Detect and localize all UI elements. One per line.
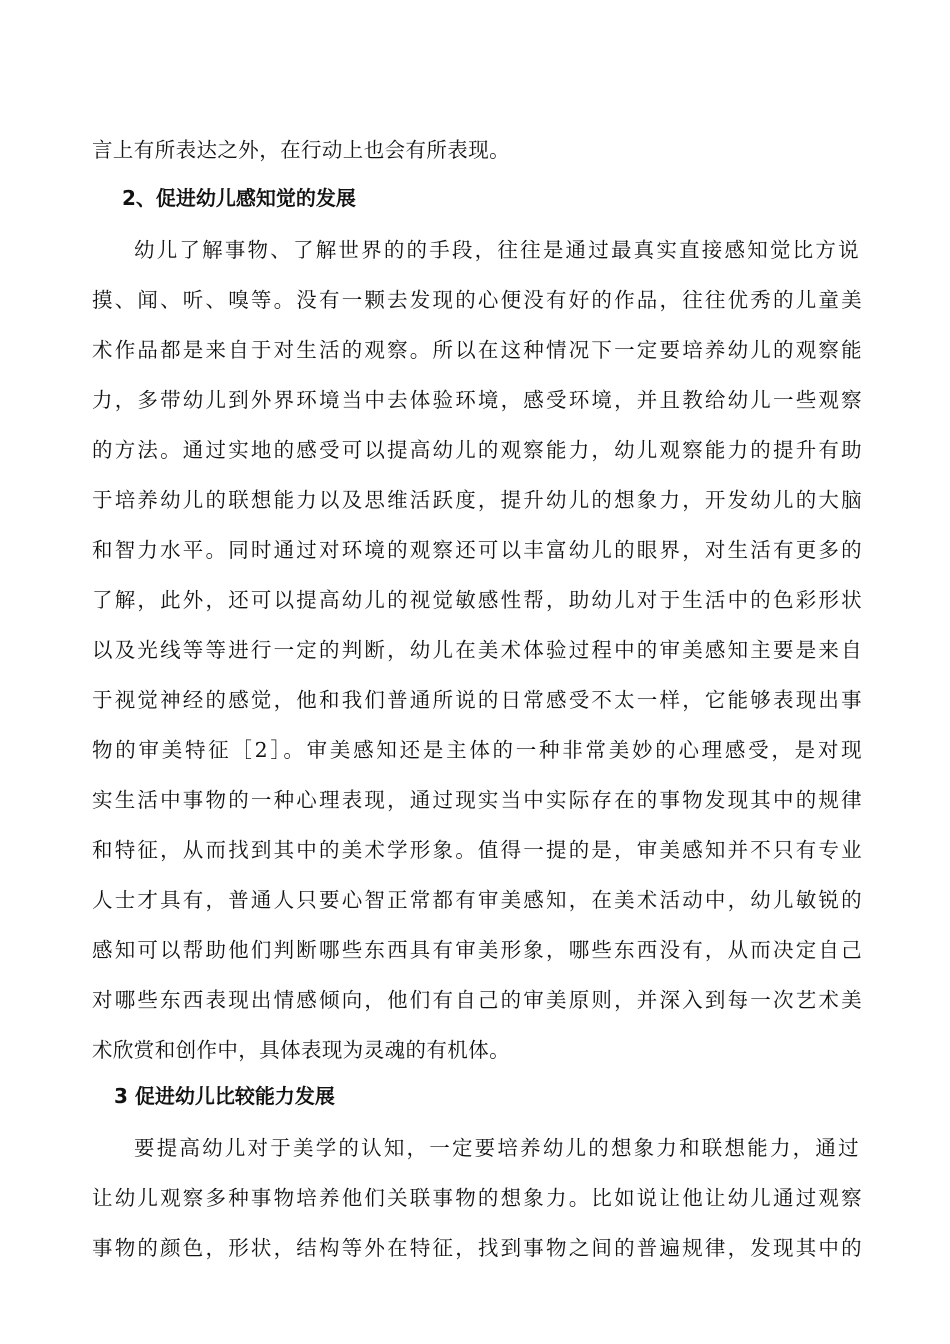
paragraph-line: 和智力水平。同时通过对环境的观察还可以丰富幼儿的眼界，对生活有更多的: [92, 538, 862, 562]
paragraph-line: 于培养幼儿的联想能力以及思维活跃度，提升幼儿的想象力，开发幼儿的大脑: [92, 488, 862, 512]
paragraph-line: 于视觉神经的感觉，他和我们普通所说的日常感受不太一样，它能够表现出事: [92, 688, 862, 712]
paragraph-line: 摸、闻、听、嗅等。没有一颗去发现的心便没有好的作品，往往优秀的儿童美: [92, 288, 862, 312]
paragraph-continuation: 言上有所表达之外，在行动上也会有所表现。: [92, 138, 510, 162]
paragraph-line: 和特征，从而找到其中的美术学形象。值得一提的是，审美感知并不只有专业: [92, 838, 862, 862]
paragraph-line: 幼儿了解事物、了解世界的的手段，往往是通过最真实直接感知觉比方说: [134, 238, 859, 262]
paragraph-line: 力，多带幼儿到外界环境当中去体验环境，感受环境，并且教给幼儿一些观察: [92, 388, 862, 412]
paragraph-line: 人士才具有，普通人只要心智正常都有审美感知，在美术活动中，幼儿敏锐的: [92, 888, 862, 912]
paragraph-line: 的方法。通过实地的感受可以提高幼儿的观察能力，幼儿观察能力的提升有助: [92, 438, 862, 462]
section-heading-3: 3 促进幼儿比较能力发展: [114, 1084, 335, 1108]
paragraph-line: 术作品都是来自于对生活的观察。所以在这种情况下一定要培养幼儿的观察能: [92, 338, 862, 362]
paragraph-line: 物的审美特征［2］。审美感知还是主体的一种非常美妙的心理感受，是对现: [92, 738, 862, 762]
paragraph-line: 让幼儿观察多种事物培养他们关联事物的想象力。比如说让他让幼儿通过观察: [92, 1186, 862, 1210]
paragraph-line: 感知可以帮助他们判断哪些东西具有审美形象，哪些东西没有，从而决定自己: [92, 938, 862, 962]
paragraph-line: 实生活中事物的一种心理表现，通过现实当中实际存在的事物发现其中的规律: [92, 788, 862, 812]
paragraph-line: 术欣赏和创作中，具体表现为灵魂的有机体。: [92, 1038, 510, 1062]
paragraph-line: 对哪些东西表现出情感倾向，他们有自己的审美原则，并深入到每一次艺术美: [92, 988, 862, 1012]
paragraph-line: 了解，此外，还可以提高幼儿的视觉敏感性帮，助幼儿对于生活中的色彩形状: [92, 588, 862, 612]
paragraph-line: 以及光线等等进行一定的判断，幼儿在美术体验过程中的审美感知主要是来自: [92, 638, 862, 662]
section-heading-2: 2、促进幼儿感知觉的发展: [122, 186, 356, 210]
paragraph-line: 事物的颜色，形状，结构等外在特征，找到事物之间的普遍规律，发现其中的: [92, 1236, 862, 1260]
paragraph-line: 要提高幼儿对于美学的认知，一定要培养幼儿的想象力和联想能力，通过: [134, 1136, 859, 1160]
